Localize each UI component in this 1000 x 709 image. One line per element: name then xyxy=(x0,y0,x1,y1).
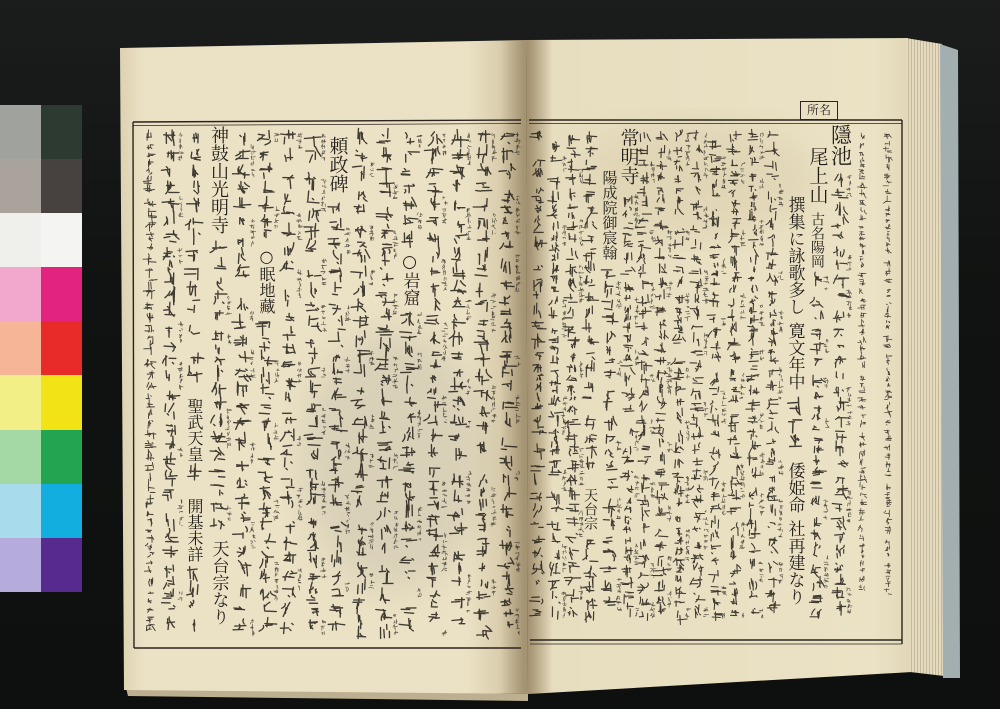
onoe-text-kanbun: 寛文年中 xyxy=(784,322,805,390)
gutter-shadow xyxy=(500,40,552,694)
komyoji-text-kaiki: 開基未詳 xyxy=(185,498,204,562)
onoe-text-senshu: 撰集に詠歌多し xyxy=(784,196,805,315)
heading-iwaya: ○岩窟 xyxy=(399,252,420,306)
page-edges xyxy=(906,38,944,676)
heading-komyoji: 神鼓山光明寺 xyxy=(208,126,229,234)
heading-kakure-ike: 隱池 xyxy=(828,124,853,166)
heading-jizo: ○眠地藏 xyxy=(257,247,276,314)
jomyoji-text-yozei-in: 陽成院御宸翰 xyxy=(600,170,619,260)
section-title: 名所 xyxy=(806,103,831,117)
onoe-text-saiken: 社再建なり xyxy=(784,520,805,605)
heading-jomyoji: 常明寺 xyxy=(617,128,640,185)
jomyoji-text-tendai: 天台宗 xyxy=(582,488,598,530)
heading-onoe-yama: 尾上山 xyxy=(806,147,829,204)
onoe-yama-note: 古名陽岡 xyxy=(809,212,825,268)
komyoji-text-shomu: 聖武天皇 xyxy=(185,398,204,462)
heading-yorimasa-hi: 頼政碑 xyxy=(326,136,349,193)
section-title-box xyxy=(800,101,838,120)
onoe-text-yamatohime: 倭姫命 xyxy=(784,462,805,513)
back-cover xyxy=(940,44,960,678)
komyoji-text-tendai: 天台宗なり xyxy=(208,540,229,625)
